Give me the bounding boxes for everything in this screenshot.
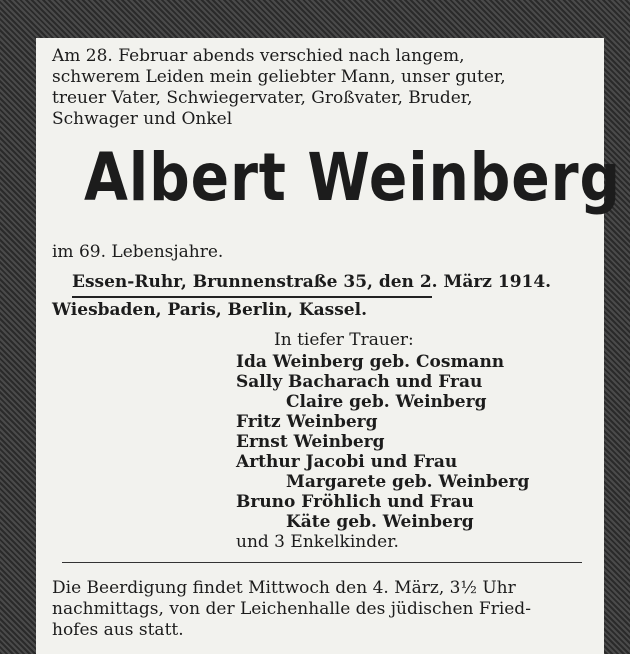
- intro-line: schwerem Leiden mein geliebter Mann, unser guter,: [52, 67, 506, 87]
- other-cities: Wiesbaden, Paris, Berlin, Kassel.: [52, 300, 367, 320]
- intro-line: Am 28. Februar abends verschied nach langem,: [52, 46, 465, 66]
- divider: [62, 562, 582, 563]
- funeral-line: Die Beerdigung findet Mittwoch den 4. März, 3½ Uhr: [52, 578, 516, 598]
- funeral-notice: [52, 578, 592, 641]
- mourner: Arthur Jacobi und Frau: [236, 452, 458, 472]
- age-line: im 69. Lebensjahre.: [52, 242, 224, 262]
- funeral-line: nachmittags, von der Leichenhalle des jüdischen Fried-: [52, 599, 531, 619]
- place-date-line: Essen-Ruhr, Brunnenstraße 35, den 2. März 1914.: [72, 272, 552, 292]
- mourner: Claire geb. Weinberg: [286, 392, 487, 412]
- mourners-list: [236, 352, 529, 552]
- mourner: Bruno Fröhlich und Frau: [236, 492, 474, 512]
- mourner: Ernst Weinberg: [236, 432, 385, 452]
- mourner: Sally Bacharach und Frau: [236, 372, 483, 392]
- obituary-notice: [36, 38, 621, 654]
- divider: [72, 296, 432, 298]
- mourner: Margarete geb. Weinberg: [286, 472, 530, 492]
- mourner: und 3 Enkelkinder.: [236, 532, 399, 552]
- funeral-line: hofes aus statt.: [52, 620, 184, 640]
- mourner: Ida Weinberg geb. Cosmann: [236, 352, 505, 372]
- intro-text: [52, 46, 592, 130]
- intro-line: Schwager und Onkel: [52, 109, 233, 129]
- mourning-heading: In tiefer Trauer:: [274, 330, 414, 350]
- intro-line: treuer Vater, Schwiegervater, Großvater, Bruder,: [52, 88, 473, 108]
- deceased-name: Albert Weinberg: [84, 139, 621, 216]
- mourner: Käte geb. Weinberg: [286, 512, 474, 532]
- mourner: Fritz Weinberg: [236, 412, 378, 432]
